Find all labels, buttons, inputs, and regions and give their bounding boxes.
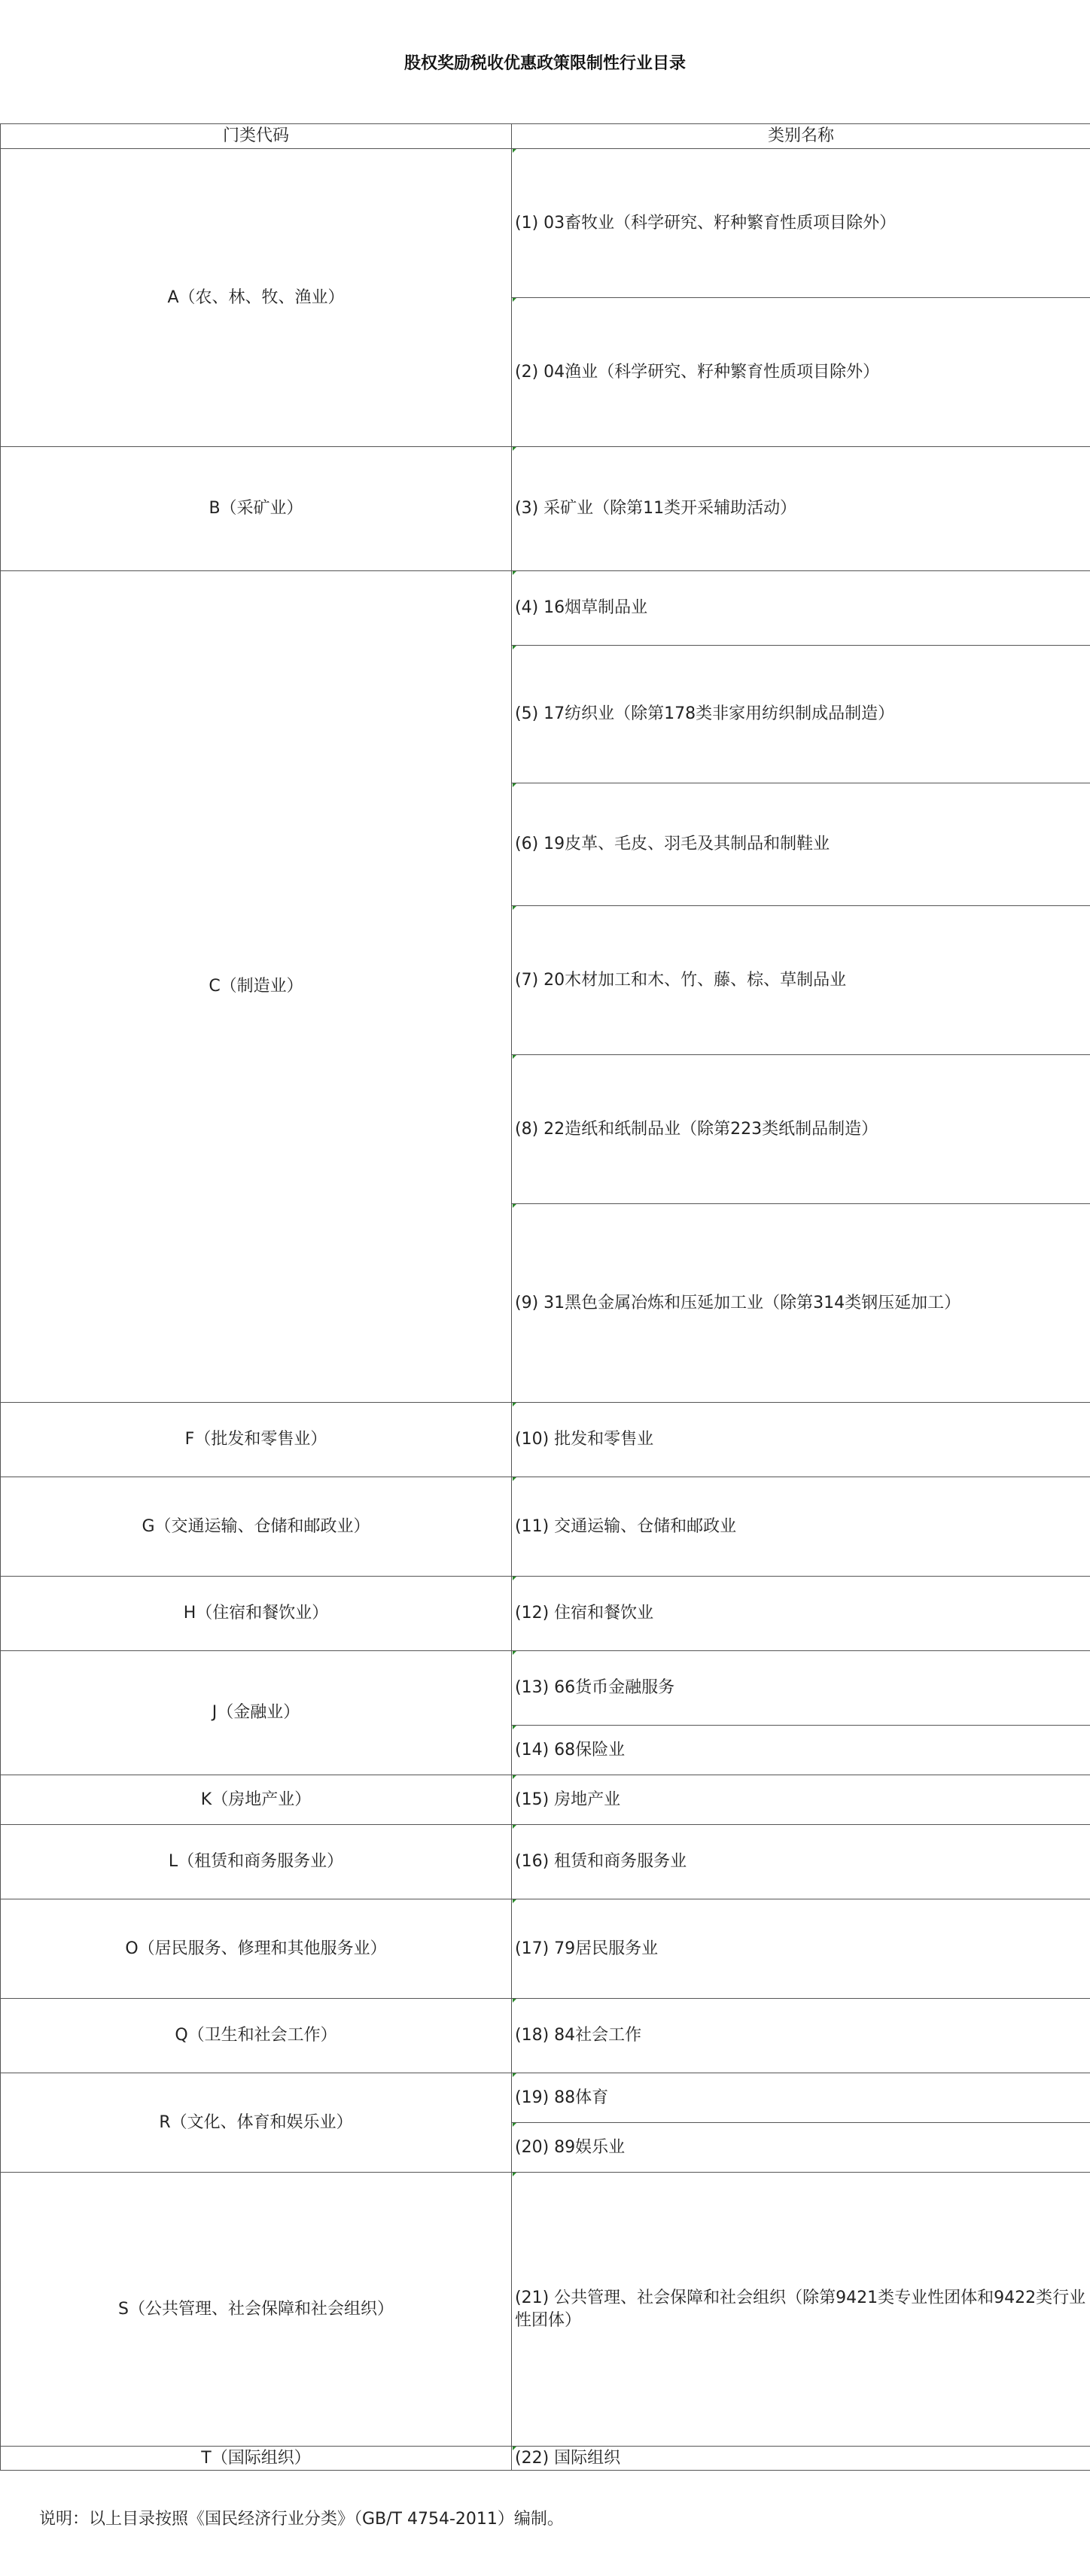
table-row [1, 447, 1090, 571]
category-code-cell: L（租赁和商务服务业） [1, 1825, 512, 1899]
table-row [1, 1825, 1090, 1899]
class-name-cell: (4) 16烟草制品业 [512, 571, 1090, 646]
class-name-cell: (13) 66货币金融服务 [512, 1651, 1090, 1726]
table-row [1, 1577, 1090, 1651]
class-name-cell: (12) 住宿和餐饮业 [512, 1577, 1090, 1651]
table-row [1, 149, 1090, 298]
category-code-cell: K（房地产业） [1, 1775, 512, 1825]
category-code-cell: A（农、林、牧、渔业） [1, 149, 512, 447]
footnote: 说明：以上目录按照《国民经济行业分类》（GB/T 4754-2011）编制。 [39, 2510, 564, 2529]
category-code-cell: S（公共管理、社会保障和社会组织） [1, 2173, 512, 2447]
category-code-cell: B（采矿业） [1, 447, 512, 571]
category-code-cell: J（金融业） [1, 1651, 512, 1775]
class-name-cell: (6) 19皮革、毛皮、羽毛及其制品和制鞋业 [512, 783, 1090, 906]
table-row [1, 1651, 1090, 1726]
class-name-cell: (9) 31黑色金属冶炼和压延加工业（除第314类钢压延加工） [512, 1204, 1090, 1403]
table-row [1, 571, 1090, 646]
header-class-name: 类别名称 [512, 124, 1090, 149]
class-name-cell: (8) 22造纸和纸制品业（除第223类纸制品制造） [512, 1055, 1090, 1204]
table-row [1, 1403, 1090, 1477]
class-name-cell: (22) 国际组织 [512, 2447, 1090, 2471]
table-row [1, 1899, 1090, 1999]
class-name-cell: (11) 交通运输、仓储和邮政业 [512, 1477, 1090, 1577]
category-code-cell: F（批发和零售业） [1, 1403, 512, 1477]
category-code-cell: Q（卫生和社会工作） [1, 1999, 512, 2073]
header-category-code: 门类代码 [1, 124, 512, 149]
class-name-cell: (10) 批发和零售业 [512, 1403, 1090, 1477]
class-name-cell: (16) 租赁和商务服务业 [512, 1825, 1090, 1899]
header-row [1, 124, 1090, 149]
class-name-cell: (14) 68保险业 [512, 1726, 1090, 1775]
class-name-cell: (1) 03畜牧业（科学研究、籽种繁育性质项目除外） [512, 149, 1090, 298]
industry-table [0, 123, 1090, 2471]
category-code-cell: G（交通运输、仓储和邮政业） [1, 1477, 512, 1577]
class-name-cell: (15) 房地产业 [512, 1775, 1090, 1825]
category-code-cell: O（居民服务、修理和其他服务业） [1, 1899, 512, 1999]
class-name-cell: (5) 17纺织业（除第178类非家用纺织制成品制造） [512, 646, 1090, 783]
class-name-cell: (7) 20木材加工和木、竹、藤、棕、草制品业 [512, 906, 1090, 1055]
category-code-cell: H（住宿和餐饮业） [1, 1577, 512, 1651]
table-row [1, 1999, 1090, 2073]
page-title: 股权奖励税收优惠政策限制性行业目录 [403, 53, 686, 73]
class-name-cell: (19) 88体育 [512, 2073, 1090, 2123]
category-code-cell: R（文化、体育和娱乐业） [1, 2073, 512, 2173]
table-row [1, 2173, 1090, 2447]
table-body [1, 149, 1090, 2471]
class-name-cell: (2) 04渔业（科学研究、籽种繁育性质项目除外） [512, 298, 1090, 447]
table-row [1, 1477, 1090, 1577]
category-code-cell: C（制造业） [1, 571, 512, 1403]
class-name-cell: (3) 采矿业（除第11类开采辅助活动） [512, 447, 1090, 571]
table-row [1, 1775, 1090, 1825]
category-code-cell: T（国际组织） [1, 2447, 512, 2471]
class-name-cell: (21) 公共管理、社会保障和社会组织（除第9421类专业性团体和9422类行业性团体） [512, 2173, 1090, 2447]
class-name-cell: (17) 79居民服务业 [512, 1899, 1090, 1999]
class-name-cell: (20) 89娱乐业 [512, 2123, 1090, 2173]
class-name-cell: (18) 84社会工作 [512, 1999, 1090, 2073]
table-row [1, 2447, 1090, 2471]
table-row [1, 2073, 1090, 2123]
